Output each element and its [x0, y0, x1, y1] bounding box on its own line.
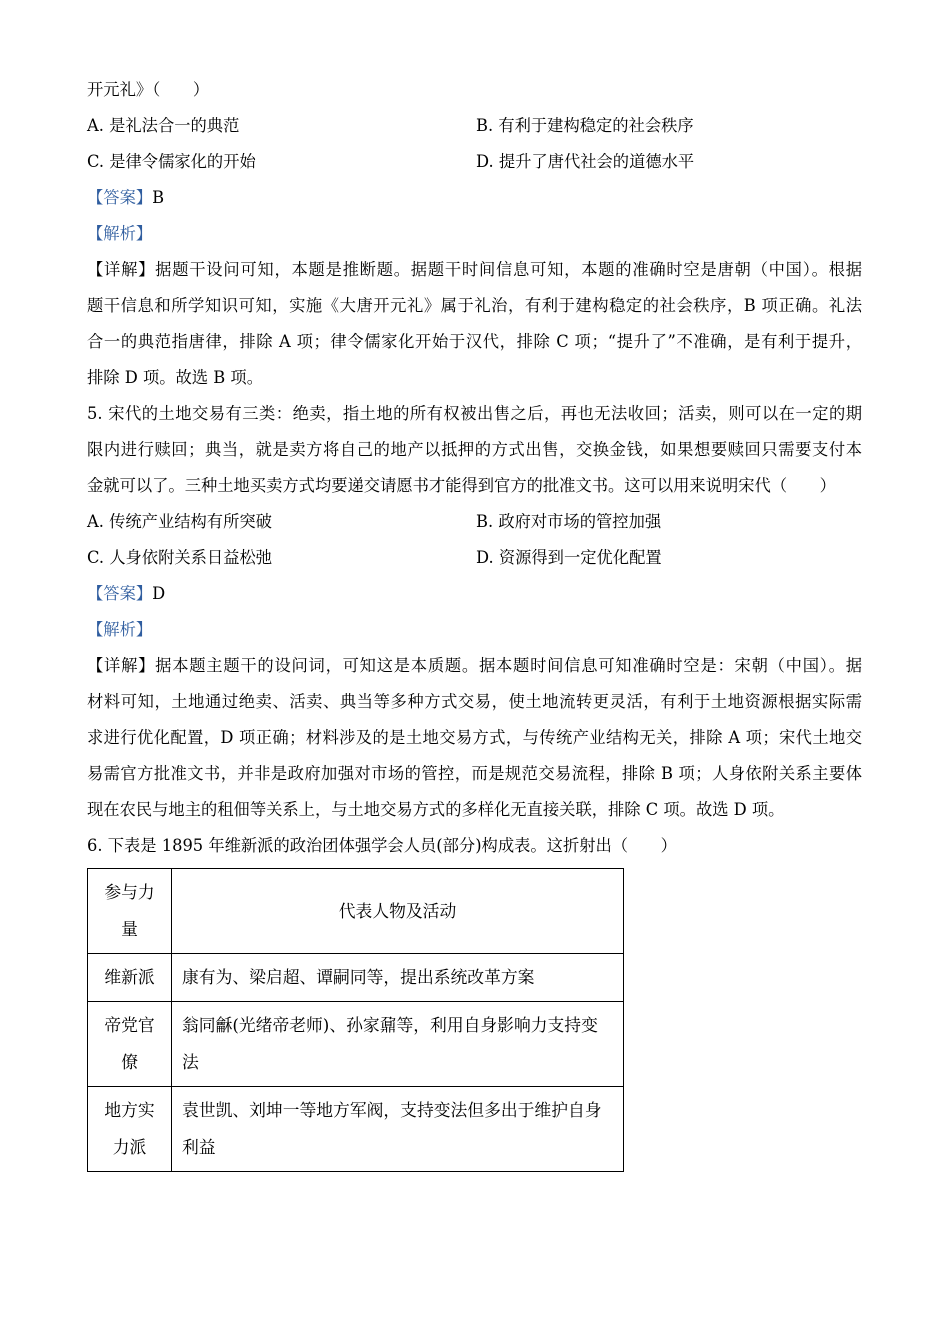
table-cell — [172, 954, 624, 1002]
q5-detail-line-5: 现在农民与地主的租佃等关系上，与土地交易方式的多样化无直接关联，排除 C 项。故选 D 项。 — [87, 800, 785, 819]
table-header-cell — [88, 869, 172, 954]
row-1-detail: 康有为、梁启超、谭嗣同等，提出系统改革方案 — [182, 967, 535, 987]
q4-answer-label: 【答案】 — [87, 188, 153, 207]
q5-analysis — [87, 612, 862, 648]
q4-detail-line-4: 排除 D 项。故选 B 项。 — [87, 368, 263, 387]
table-cell — [172, 1002, 624, 1087]
table-cell — [172, 1087, 624, 1172]
q4-analysis-label: 【解析】 — [87, 224, 153, 243]
table-row — [88, 1087, 624, 1172]
q5-stem-line-2: 限内进行赎回；典当，就是卖方将自己的地产以抵押的方式出售，交换金钱，如果想要赎回只需要支付本 — [87, 440, 862, 459]
q4-option-c: C. 是律令儒家化的开始 — [87, 152, 256, 171]
q5-detail-line-3: 求进行优化配置，D 项正确；材料涉及的是土地交易方式，与传统产业结构无关，排除 A 项；宋代土地交 — [87, 728, 862, 747]
q5-stem-line-1: 5. 宋代的土地交易有三类：绝卖，指土地的所有权被出售之后，再也无法收回；活卖，则可以在一定的期 — [87, 404, 862, 423]
q4-answer-value: B — [152, 188, 165, 207]
q4-detail-line-2: 题干信息和所学知识可知，实施《大唐开元礼》属于礼治，有利于建构稳定的社会秩序，B 项正确。礼法 — [87, 296, 862, 315]
q5-stem-line-3: 金就可以了。三种土地买卖方式均要递交请愿书才能得到官方的批准文书。这可以用来说明宋代（ ） — [87, 476, 836, 495]
q6-stem: 6. 下表是 1895 年维新派的政治团体强学会人员(部分)构成表。这折射出（ ） — [87, 836, 677, 855]
row-3-detail: 袁世凯、刘坤一等地方军阀，支持变法但多出于维护自身利益 — [182, 1100, 602, 1157]
q5-answer-value: D — [152, 584, 166, 603]
table-cell — [88, 1087, 172, 1172]
q5-detail-line-1 — [87, 648, 862, 684]
q4-options-row-2 — [87, 144, 862, 180]
q5-options-row-2 — [87, 540, 862, 576]
q5-option-c: C. 人身依附关系日益松弛 — [87, 548, 273, 567]
q5-option-b: B. 政府对市场的管控加强 — [476, 512, 662, 531]
row-3-group: 地方实力派 — [104, 1100, 155, 1157]
q5-options-row-1 — [87, 504, 862, 540]
q4-stem-continuation: 开元礼》（ ） — [87, 80, 210, 99]
member-composition-table — [87, 868, 624, 1172]
q4-option-d: D. 提升了唐代社会的道德水平 — [476, 152, 695, 171]
table-header-row — [88, 869, 624, 954]
table-cell — [88, 954, 172, 1002]
table-header-cell — [172, 869, 624, 954]
header-participants: 参与力量 — [104, 882, 155, 939]
row-1-group: 维新派 — [104, 967, 155, 987]
row-2-detail: 翁同龢(光绪帝老师)、孙家鼐等，利用自身影响力支持变法 — [182, 1015, 598, 1072]
q4-option-a: A. 是礼法合一的典范 — [87, 116, 240, 135]
q4-option-b: B. 有利于建构稳定的社会秩序 — [476, 116, 694, 135]
q4-answer — [87, 180, 862, 216]
table-row — [88, 1002, 624, 1087]
q5-option-a: A. 传统产业结构有所突破 — [87, 512, 272, 531]
q4-analysis — [87, 216, 862, 252]
q4-detail-line-1 — [87, 252, 862, 288]
q4-options-row-1 — [87, 108, 862, 144]
q5-analysis-label: 【解析】 — [87, 620, 153, 639]
q4-detail-line-3: 合一的典范指唐律，排除 A 项；律令儒家化开始于汉代，排除 C 项；“提升了”不准确，是有利于提升， — [87, 332, 862, 351]
table-row — [88, 954, 624, 1002]
q5-detail-line-2: 材料可知，土地通过绝卖、活卖、典当等多种方式交易，使土地流转更灵活，有利于土地资源根据实际需 — [87, 692, 862, 711]
q5-detail-line-4: 易需官方批准文书，并非是政府加强对市场的管控，而是规范交易流程，排除 B 项；人身依附关系主要体 — [87, 764, 862, 783]
q4-detail-label: 【详解】 — [87, 260, 156, 279]
header-figures-activities: 代表人物及活动 — [338, 900, 457, 921]
page-content — [87, 72, 862, 1172]
row-2-group: 帝党官僚 — [104, 1015, 155, 1072]
q5-answer-label: 【答案】 — [87, 584, 153, 603]
q4-detail-text-1: 据题干设问可知，本题是推断题。据题干时间信息可知，本题的准确时空是唐朝（中国）。根据 — [155, 260, 862, 279]
q5-option-d: D. 资源得到一定优化配置 — [476, 548, 662, 567]
q5-answer — [87, 576, 862, 612]
q5-detail-text-1: 据本题主题干的设问词，可知这是本质题。据本题时间信息可知准确时空是：宋朝（中国）。据 — [155, 656, 862, 675]
table-cell — [88, 1002, 172, 1087]
q5-detail-label: 【详解】 — [87, 656, 156, 675]
